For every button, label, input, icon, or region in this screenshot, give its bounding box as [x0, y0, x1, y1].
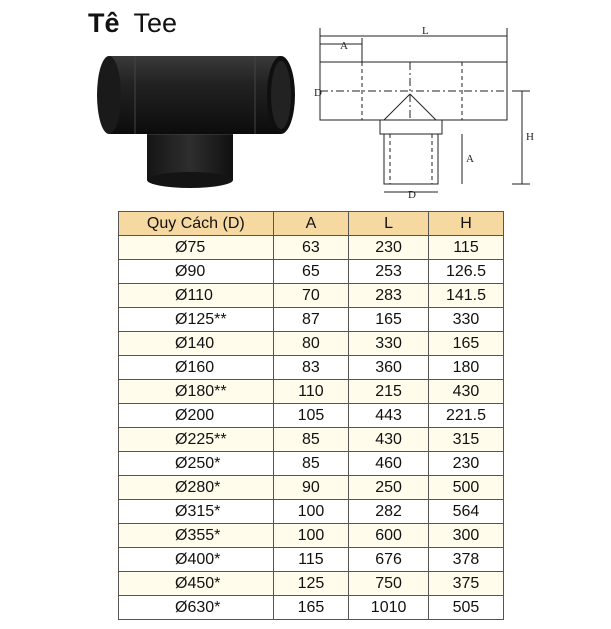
- cell-l: 215: [349, 380, 429, 404]
- cell-h: 141.5: [428, 284, 503, 308]
- title-vietnamese: Tê: [88, 8, 120, 38]
- cell-h: 315: [428, 428, 503, 452]
- cell-a: 63: [273, 236, 349, 260]
- dim-label-a-side: A: [466, 153, 474, 165]
- cell-l: 360: [349, 356, 429, 380]
- cell-l: 600: [349, 524, 429, 548]
- cell-size: Ø125**: [119, 308, 274, 332]
- cell-h: 505: [428, 596, 503, 620]
- cell-size: Ø280*: [119, 476, 274, 500]
- cell-a: 115: [273, 548, 349, 572]
- dim-label-d-bottom: D: [408, 189, 416, 200]
- table-row: [119, 380, 504, 404]
- cell-size: Ø315*: [119, 500, 274, 524]
- tee-fitting-photo: [95, 48, 305, 190]
- cell-l: 230: [349, 236, 429, 260]
- table-row: [119, 356, 504, 380]
- cell-a: 80: [273, 332, 349, 356]
- table-row: [119, 500, 504, 524]
- cell-h: 126.5: [428, 260, 503, 284]
- spec-table: [118, 211, 504, 620]
- cell-size: Ø200: [119, 404, 274, 428]
- table-row: [119, 284, 504, 308]
- dim-label-a-top: A: [340, 40, 348, 52]
- cell-l: 430: [349, 428, 429, 452]
- table-row: [119, 236, 504, 260]
- cell-a: 90: [273, 476, 349, 500]
- cell-h: 564: [428, 500, 503, 524]
- cell-size: Ø400*: [119, 548, 274, 572]
- cell-size: Ø355*: [119, 524, 274, 548]
- cell-l: 283: [349, 284, 429, 308]
- table-row: [119, 548, 504, 572]
- table-row: [119, 332, 504, 356]
- cell-size: Ø110: [119, 284, 274, 308]
- cell-a: 85: [273, 428, 349, 452]
- cell-a: 125: [273, 572, 349, 596]
- table-row: [119, 404, 504, 428]
- cell-l: 330: [349, 332, 429, 356]
- cell-h: 230: [428, 452, 503, 476]
- spec-table-header: [119, 212, 504, 236]
- cell-a: 100: [273, 500, 349, 524]
- cell-size: Ø75: [119, 236, 274, 260]
- cell-l: 282: [349, 500, 429, 524]
- cell-l: 750: [349, 572, 429, 596]
- cell-size: Ø450*: [119, 572, 274, 596]
- cell-h: 330: [428, 308, 503, 332]
- cell-h: 180: [428, 356, 503, 380]
- cell-h: 430: [428, 380, 503, 404]
- cell-l: 676: [349, 548, 429, 572]
- table-row: [119, 596, 504, 620]
- cell-a: 70: [273, 284, 349, 308]
- table-row: [119, 524, 504, 548]
- header-a: A: [273, 212, 349, 236]
- table-row: [119, 572, 504, 596]
- cell-l: 165: [349, 308, 429, 332]
- cell-a: 65: [273, 260, 349, 284]
- cell-a: 110: [273, 380, 349, 404]
- cell-size: Ø140: [119, 332, 274, 356]
- dim-label-l: L: [422, 25, 429, 37]
- table-row: [119, 308, 504, 332]
- header-size: Quy Cách (D): [119, 212, 274, 236]
- table-row: [119, 476, 504, 500]
- cell-a: 105: [273, 404, 349, 428]
- header-h: H: [428, 212, 503, 236]
- table-row: [119, 428, 504, 452]
- cell-size: Ø90: [119, 260, 274, 284]
- cell-l: 253: [349, 260, 429, 284]
- cell-a: 165: [273, 596, 349, 620]
- cell-h: 500: [428, 476, 503, 500]
- cell-a: 100: [273, 524, 349, 548]
- cell-size: Ø250*: [119, 452, 274, 476]
- cell-h: 115: [428, 236, 503, 260]
- product-title: [88, 8, 177, 39]
- cell-size: Ø160: [119, 356, 274, 380]
- cell-size: Ø225**: [119, 428, 274, 452]
- table-row: [119, 452, 504, 476]
- cell-a: 87: [273, 308, 349, 332]
- cell-h: 378: [428, 548, 503, 572]
- cell-size: Ø630*: [119, 596, 274, 620]
- cell-a: 85: [273, 452, 349, 476]
- cell-l: 443: [349, 404, 429, 428]
- cell-a: 83: [273, 356, 349, 380]
- cell-l: 250: [349, 476, 429, 500]
- header-l: L: [349, 212, 429, 236]
- title-english: Tee: [133, 8, 178, 38]
- cell-size: Ø180**: [119, 380, 274, 404]
- dim-label-h: H: [526, 131, 534, 143]
- cell-l: 1010: [349, 596, 429, 620]
- tee-dimension-drawing: [312, 22, 547, 200]
- cell-h: 221.5: [428, 404, 503, 428]
- dim-label-d-left: D: [314, 87, 322, 99]
- table-row: [119, 260, 504, 284]
- cell-h: 375: [428, 572, 503, 596]
- cell-h: 300: [428, 524, 503, 548]
- cell-h: 165: [428, 332, 503, 356]
- cell-l: 460: [349, 452, 429, 476]
